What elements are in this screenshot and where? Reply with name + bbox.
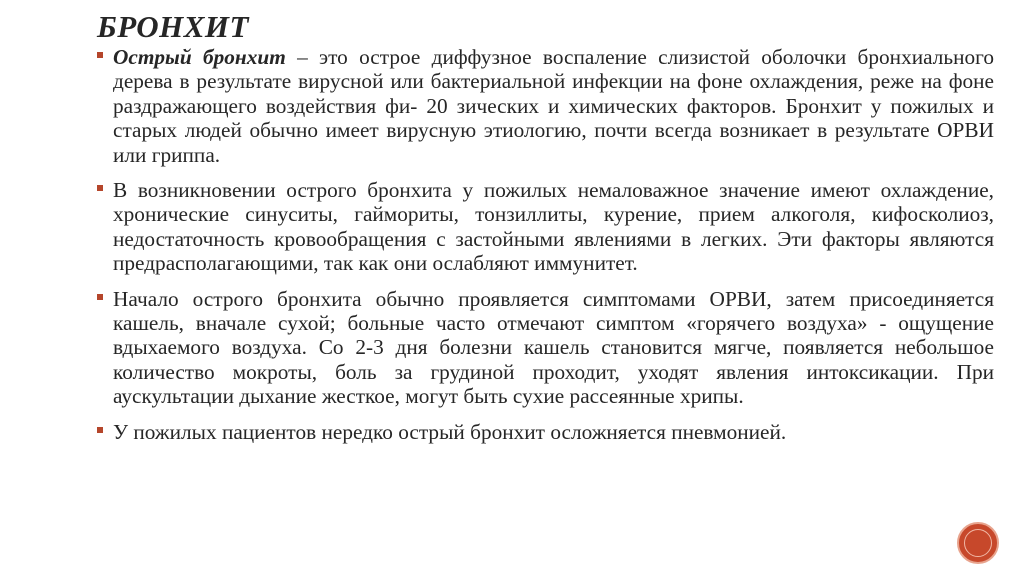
paragraph-text: – это острое диффузное воспаление слизистой оболочки бронхиального дерева в результате вирусной или бактериальной инфекции на фоне охлаждения, реже на фоне раздражающего воздействия фи- 20 зических и химических факторов. Бронхит у пожилых и старых людей обычно имеет вирусную этиологию, почти всегда возникает в результате ОРВИ или гриппа. bbox=[113, 45, 994, 167]
slide-title: БРОНХИТ bbox=[97, 9, 249, 44]
bullet-icon bbox=[97, 52, 103, 58]
bullet-icon bbox=[97, 427, 103, 433]
circle-ring bbox=[964, 529, 992, 557]
slide-content bbox=[97, 45, 994, 444]
paragraph-1 bbox=[97, 45, 994, 167]
paragraph-text: Начало острого бронхита обычно проявляется симптомами ОРВИ, затем присоединяется кашель, вначале сухой; больные часто отмечают симптом «горячего воздуха» - ощущение вдыхаемого воздуха. Со 2-3 дня болезни кашель становится мягче, появляется небольшое количество мокроты, боль за грудиной проходит, уходят явления интоксикации. При аускультации дыхание жесткое, могут быть сухие рассеянные хрипы. bbox=[113, 286, 994, 409]
paragraph-4 bbox=[97, 420, 994, 444]
paragraph-text: У пожилых пациентов нередко острый бронхит осложняется пневмонией. bbox=[113, 419, 787, 444]
paragraph-2 bbox=[97, 178, 994, 276]
term-acute-bronchitis: Острый бронхит bbox=[113, 45, 286, 69]
paragraph-text: В возникновении острого бронхита у пожилых немаловажное значение имеют охлаждение, хронические синуситы, гаймориты, тонзиллиты, курение, прием алкоголя, кифосколиоз, недостаточность кровообращения с застойными явлениями в легких. Эти факторы являются предрасполагающими, так как они ослабляют иммунитет. bbox=[113, 178, 994, 276]
bullet-icon bbox=[97, 294, 103, 300]
bullet-icon bbox=[97, 185, 103, 191]
slide-number-circle-icon bbox=[957, 522, 999, 564]
paragraph-3 bbox=[97, 287, 994, 409]
